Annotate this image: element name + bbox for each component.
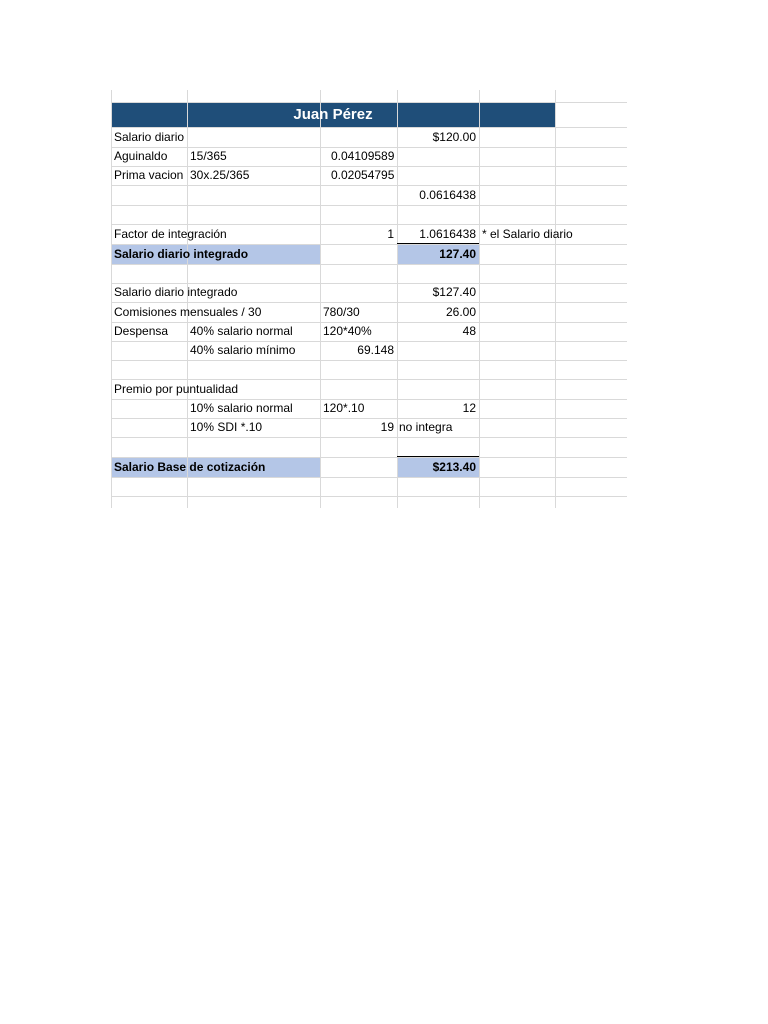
salario-diario-label: Salario diario <box>114 130 185 144</box>
premio-sdi-desc: 10% SDI *.10 <box>190 420 263 434</box>
aguinaldo-value: 0.04109589 <box>331 149 395 163</box>
factor-value: 1.0616438 <box>419 227 476 241</box>
despensa-formula: 120*40% <box>323 324 372 338</box>
salario-diario-value: $120.00 <box>432 130 476 144</box>
comisiones-value: 26.00 <box>445 305 476 319</box>
despensa-min-value: 69.148 <box>357 343 394 357</box>
premio-label: Premio por puntualidad <box>114 382 239 396</box>
suma-value: 0.0616438 <box>419 188 476 202</box>
premio-normal-formula: 120*.10 <box>323 401 365 415</box>
despensa-label: Despensa <box>114 324 169 338</box>
comisiones-label: Comisiones mensuales / 30 <box>114 305 262 319</box>
despensa-min-desc: 40% salario mínimo <box>190 343 296 357</box>
page-title: Juan Pérez <box>293 106 373 123</box>
sdi2-value: $127.40 <box>432 285 476 299</box>
sdi-value: 127.40 <box>439 247 476 261</box>
factor-note: * el Salario diario <box>482 227 573 241</box>
aguinaldo-label: Aguinaldo <box>114 149 168 163</box>
base-value: $213.40 <box>432 460 476 474</box>
comisiones-formula: 780/30 <box>323 305 360 319</box>
prima-formula: 30x.25/365 <box>190 168 250 182</box>
factor-label: Factor de integración <box>114 227 227 241</box>
premio-sdi-note: no integra <box>399 420 453 434</box>
prima-label: Prima vacion <box>114 168 184 182</box>
sdi-label: Salario diario integrado <box>114 247 249 261</box>
premio-normal-value: 12 <box>462 401 476 415</box>
premio-sdi-value: 19 <box>380 420 394 434</box>
factor-one: 1 <box>387 227 394 241</box>
prima-value: 0.02054795 <box>331 168 395 182</box>
despensa-desc: 40% salario normal <box>190 324 293 338</box>
base-label: Salario Base de cotización <box>114 460 266 474</box>
aguinaldo-formula: 15/365 <box>190 149 227 163</box>
spreadsheet <box>111 90 627 508</box>
despensa-value: 48 <box>462 324 476 338</box>
sdi2-label: Salario diario integrado <box>114 285 238 299</box>
premio-normal-desc: 10% salario normal <box>190 401 293 415</box>
